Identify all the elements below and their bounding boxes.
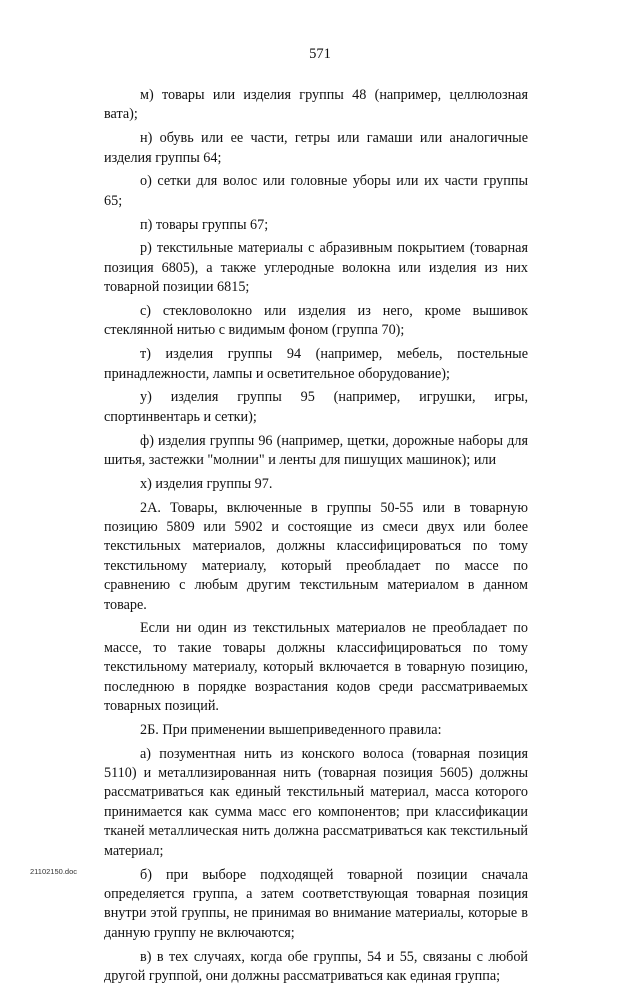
rule-2b-heading: 2Б. При применении вышеприведенного правила: — [140, 721, 442, 738]
rule-2b-item-a: а) позументная нить из конского волоса (товарная позиция 5110) и металлизированная нить (товарная позиция 5605) должны рассматриваться как единый текстильный материал, масса которого принимается как сумма масс его компонентов; при классификации тканей металлическая нить должна рассматриваться как текстильный материал; — [104, 745, 528, 859]
list-item-h: х) изделия группы 97. — [140, 475, 273, 492]
document-body — [104, 86, 528, 991]
list-item-t: т) изделия группы 94 (например, мебель, постельные принадлежности, лампы и осветительное оборудование); — [104, 346, 528, 382]
list-item-o: о) сетки для волос или головные уборы или их части группы 65; — [104, 173, 528, 209]
rule-2b-item-b: б) при выборе подходящей товарной позиции сначала определяется группа, а затем соответствующая товарная позиция внутри этой группы, не принимая во внимание материалы, которые в данную группу не включаются; — [104, 866, 528, 941]
footer-filename: 21102150.doc — [30, 867, 77, 876]
rule-2b-item-v: в) в тех случаях, когда обе группы, 54 и 55, связаны с любой другой группой, они должны рассматриваться как единая группа; — [104, 948, 528, 984]
list-item-f: ф) изделия группы 96 (например, щетки, дорожные наборы для шитья, застежки "молнии" и ленты для пишущих машинок); или — [104, 432, 528, 469]
list-item-m: м) товары или изделия группы 48 (например, целлюлозная вата); — [104, 87, 528, 123]
list-item-s: с) стекловолокно или изделия из него, кроме вышивок стеклянной нитью с видимым фоном (группа 70); — [104, 303, 528, 339]
list-item-u: у) изделия группы 95 (например, игрушки, игры, спортинвентарь и сетки); — [104, 389, 528, 425]
list-item-r: р) текстильные материалы с абразивным покрытием (товарная позиция 6805), а также углеродные волокна или изделия из них товарной позиции 6815; — [104, 240, 528, 296]
page-number: 571 — [309, 46, 331, 62]
list-item-p: п) товары группы 67; — [140, 216, 269, 233]
rule-2a-continuation-paragraph: Если ни один из текстильных материалов не преобладает по массе, то такие товары должны классифицироваться по тому текстильному материалу, который включается в товарную позицию, последнюю в порядке возрастания кодов среди рассматриваемых товарных позиций. — [104, 620, 528, 715]
list-item-n: н) обувь или ее части, гетры или гамаши или аналогичные изделия группы 64; — [104, 130, 528, 166]
rule-2a-paragraph: 2А. Товары, включенные в группы 50-55 или в товарную позицию 5809 или 5902 и состоящие из смеси двух или более текстильных материалов, должны классифицироваться по тому текстильному материалу, который преобладает по массе по сравнению с любым другим текстильным материалом в данном товаре. — [104, 499, 528, 613]
